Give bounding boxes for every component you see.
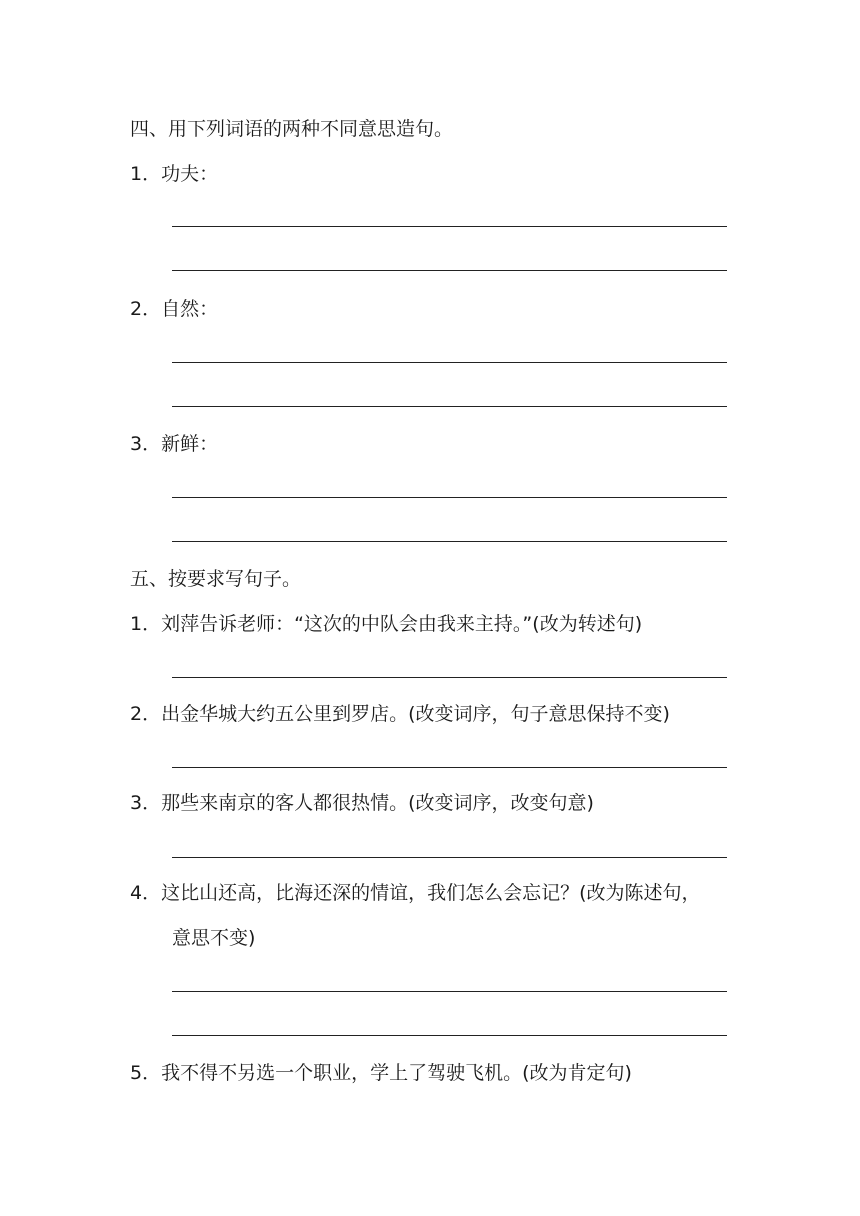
answer-line[interactable] — [172, 1035, 727, 1036]
answer-line[interactable] — [172, 857, 727, 858]
answer-line[interactable] — [172, 497, 727, 498]
answer-line[interactable] — [172, 226, 727, 227]
section-five-heading: 五、按要求写句子。 — [130, 568, 302, 590]
section-four-heading: 四、用下列词语的两种不同意思造句。 — [130, 118, 454, 140]
answer-line[interactable] — [172, 406, 727, 407]
section-four-item-2: 2．自然： — [130, 298, 219, 320]
answer-line[interactable] — [172, 541, 727, 542]
section-five-item-5: 5．我不得不另选一个职业，学上了驾驶飞机。(改为肯定句) — [130, 1062, 632, 1084]
answer-line[interactable] — [172, 270, 727, 271]
section-five-item-3: 3．那些来南京的客人都很热情。(改变词序，改变句意) — [130, 792, 594, 814]
answer-line[interactable] — [172, 767, 727, 768]
answer-line[interactable] — [172, 677, 727, 678]
section-four-item-3: 3．新鲜： — [130, 433, 219, 455]
section-five-item-2: 2．出金华城大约五公里到罗店。(改变词序，句子意思保持不变) — [130, 703, 670, 725]
section-four-item-1: 1．功夫： — [130, 163, 219, 185]
section-five-item-4-continuation: 意思不变) — [172, 927, 256, 949]
section-five-item-1: 1．刘萍告诉老师：“这次的中队会由我来主持。”(改为转述句) — [130, 613, 643, 635]
answer-line[interactable] — [172, 991, 727, 992]
answer-line[interactable] — [172, 362, 727, 363]
section-five-item-4: 4．这比山还高，比海还深的情谊，我们怎么会忘记？(改为陈述句， — [130, 882, 701, 904]
